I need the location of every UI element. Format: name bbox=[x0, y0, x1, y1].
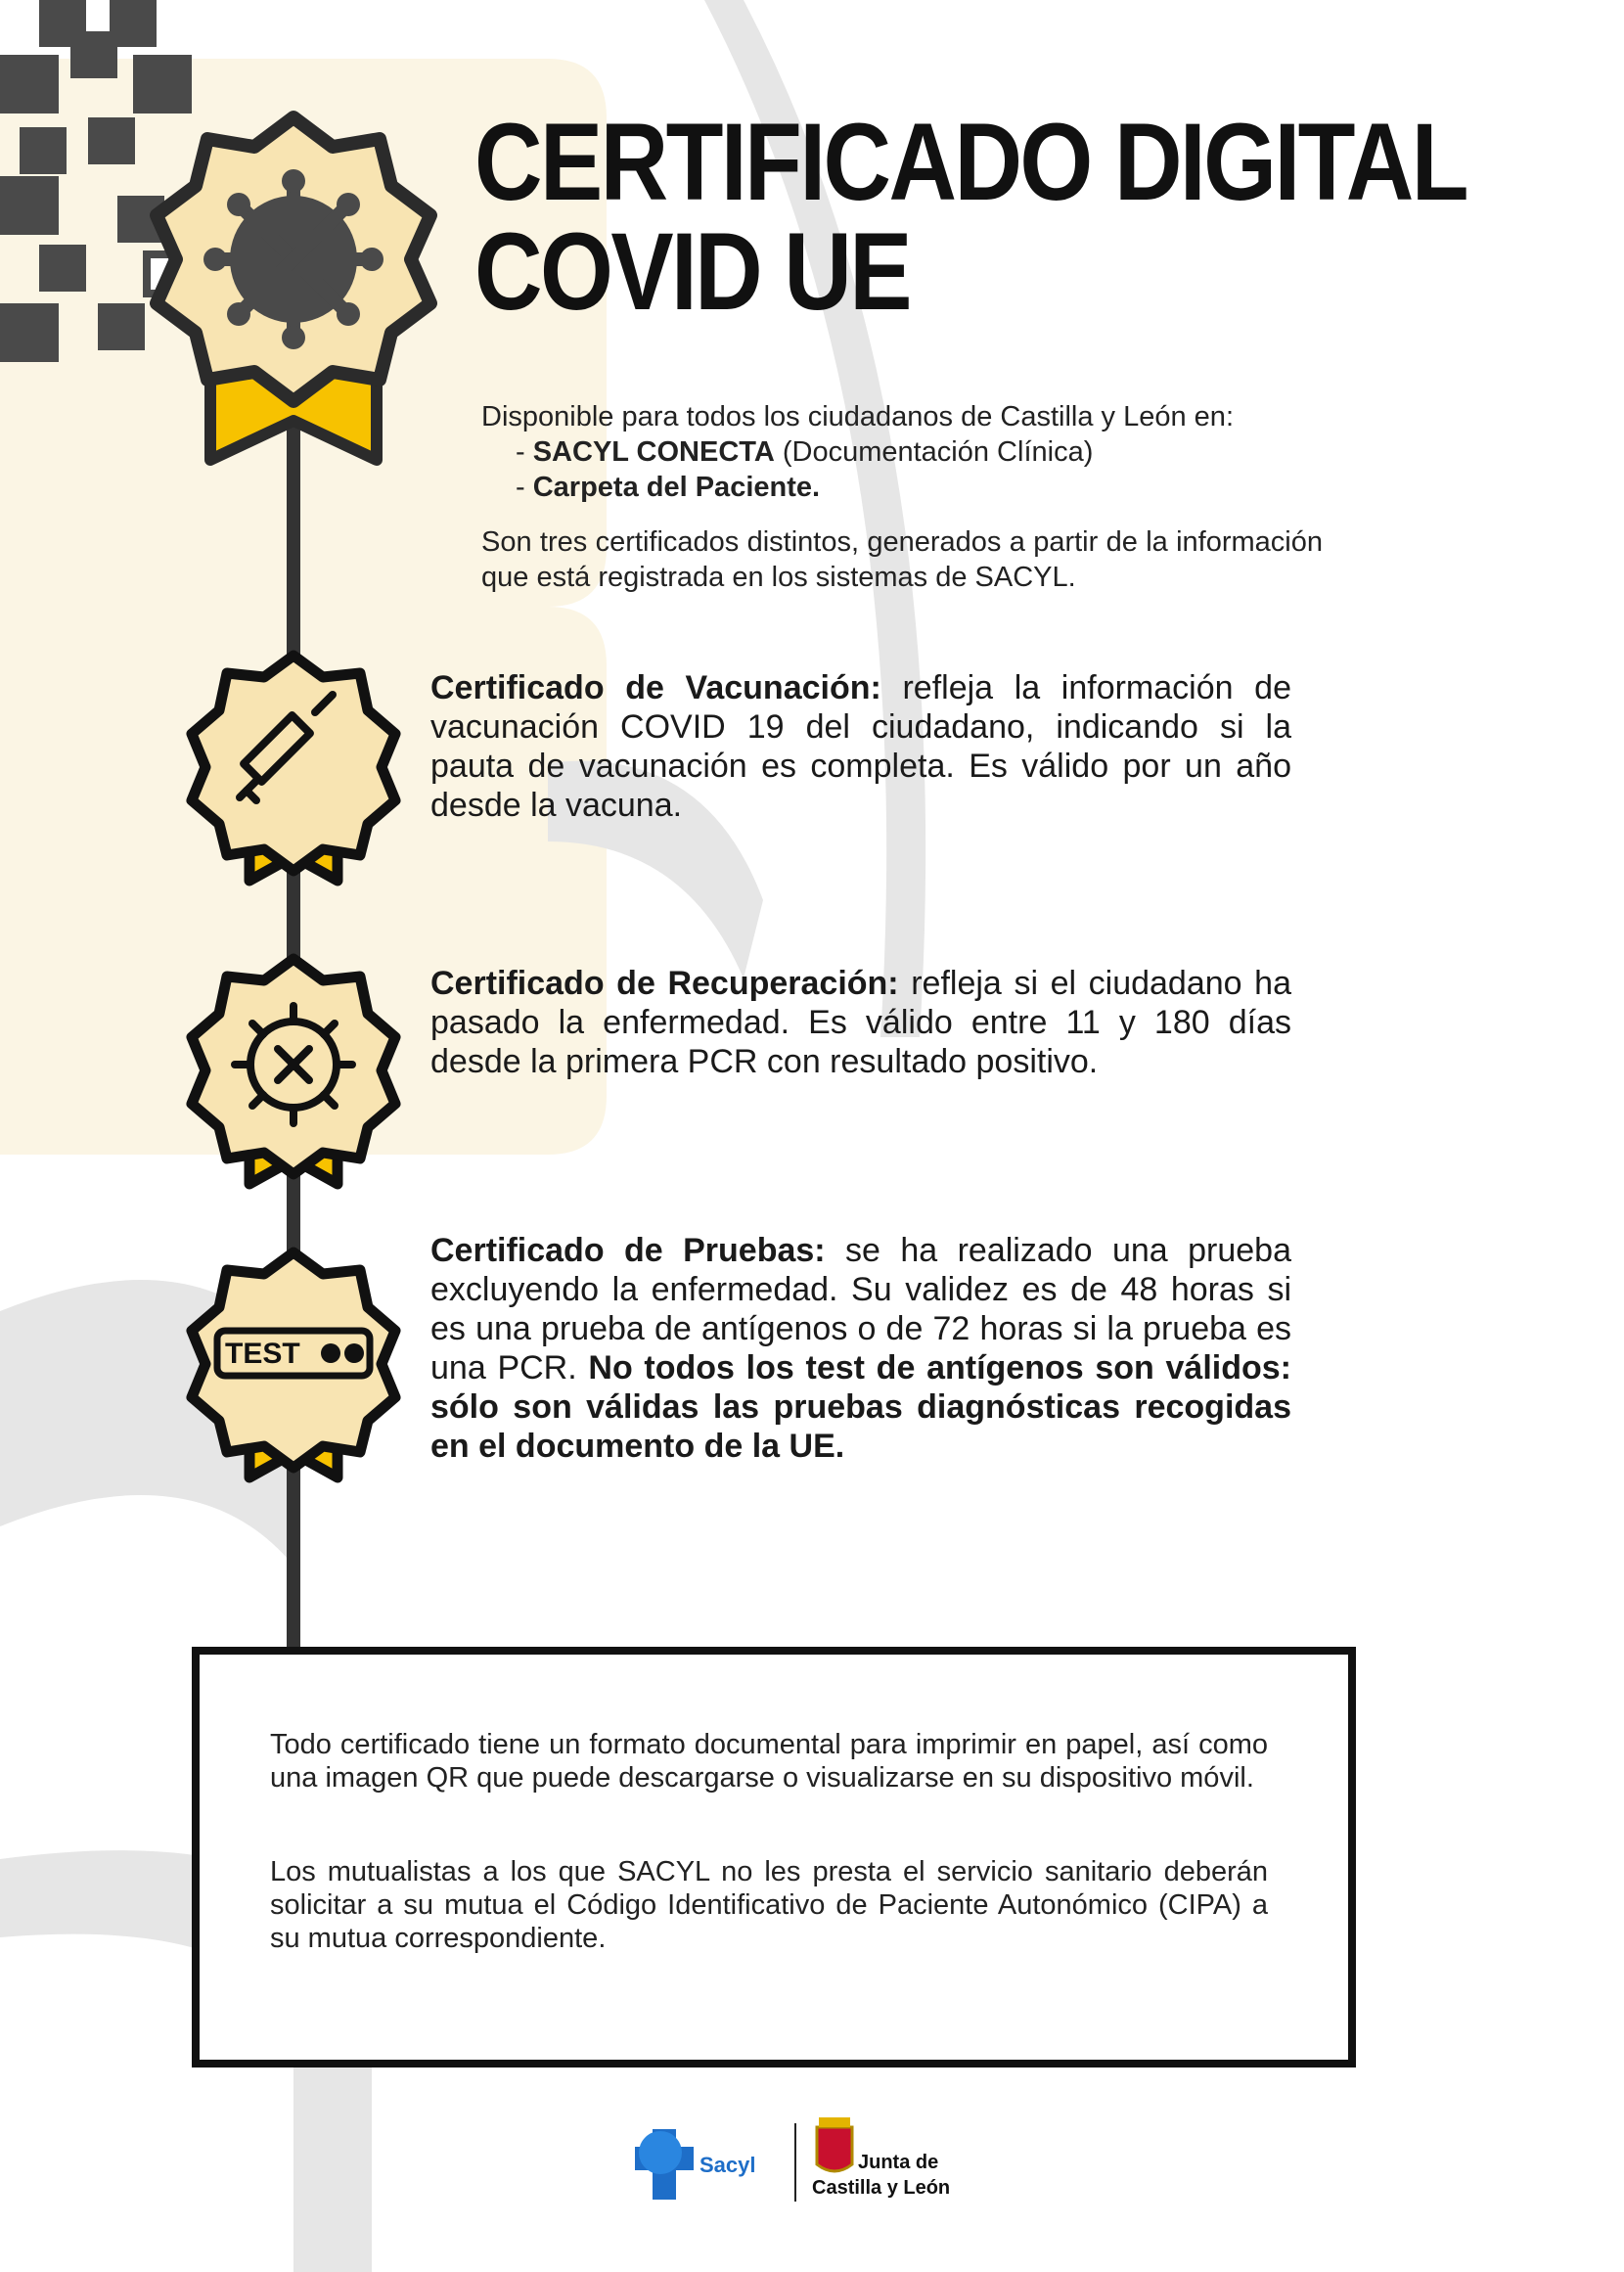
sacyl-conecta-label: SACYL CONECTA bbox=[532, 436, 775, 468]
page-title bbox=[474, 101, 1466, 333]
sacyl-logo bbox=[635, 2129, 756, 2200]
logos-graphic bbox=[631, 2104, 983, 2211]
sacyl-logo-text: Sacyl bbox=[699, 2153, 756, 2177]
summary-text: Son tres certificados distintos, generados a partir de la información que está registrada en los sistemas de SACYL. bbox=[481, 526, 1323, 593]
list-item: - SACYL CONECTA (Documentación Clínica) bbox=[516, 436, 1094, 468]
certificate-emphasis: No todos los test de antígenos son válidos: sólo son válidas las pruebas diagnósticas recogidas en el documento de la UE. bbox=[430, 1349, 1291, 1465]
carpeta-paciente-label: Carpeta del Paciente. bbox=[532, 472, 821, 503]
intro-section bbox=[481, 399, 1323, 595]
certificate-vaccination: Certificado de Vacunación: refleja la información de vacunación COVID 19 del ciudadano, indicando si la pauta de vacunación es completa. Es válido por un año desde la vacuna. bbox=[430, 669, 1291, 824]
certificate-title: Certificado de Vacunación: bbox=[430, 669, 881, 706]
title-line-2: COVID UE bbox=[474, 210, 910, 333]
junta-logo bbox=[812, 2117, 950, 2199]
syringe-medal-icon bbox=[192, 656, 395, 881]
recovery-medal-icon bbox=[192, 959, 395, 1184]
certificate-title: Certificado de Recuperación: bbox=[430, 965, 899, 1002]
junta-logo-text-2: Castilla y León bbox=[812, 2177, 951, 2199]
notice-paragraph-1: Todo certificado tiene un formato documental para imprimir en papel, así como una imagen QR que puede descargarse o visualizarse en su dispositivo móvil. bbox=[270, 1729, 1268, 1794]
list-item: - Carpeta del Paciente. bbox=[516, 472, 821, 503]
title-line-1: CERTIFICADO DIGITAL bbox=[474, 101, 1466, 223]
certificate-recovery: Certificado de Recuperación: refleja si el ciudadano ha pasado la enfermedad. Es válido entre 11 y 180 días desde la primera PCR con resultado positivo. bbox=[430, 965, 1291, 1080]
certificate-title: Certificado de Pruebas: bbox=[430, 1232, 826, 1269]
footer-logos bbox=[631, 2104, 983, 2211]
notice-paragraph-2: Los mutualistas a los que SACYL no les presta el servicio sanitario deberán solicitar a su mutua el Código Identificativo de Paciente Autonómico (CIPA) a su mutua correspondiente. bbox=[270, 1856, 1268, 1954]
test-icon-label: TEST bbox=[225, 1338, 300, 1370]
certificate-tests: Certificado de Pruebas: se ha realizado una prueba excluyendo la enfermedad. Su validez es de 48 horas si es una prueba de antígenos o de 72 horas si la prueba es una PCR. No todos los test de antígenos son válidos: sólo son válidas las pruebas diagnósticas recogidas en el documento de la UE. bbox=[430, 1232, 1292, 1465]
availability-text: Disponible para todos los ciudadanos de Castilla y León en: bbox=[481, 401, 1234, 432]
notice-box bbox=[192, 1647, 1356, 2068]
junta-logo-text-1: Junta de bbox=[858, 2152, 939, 2173]
